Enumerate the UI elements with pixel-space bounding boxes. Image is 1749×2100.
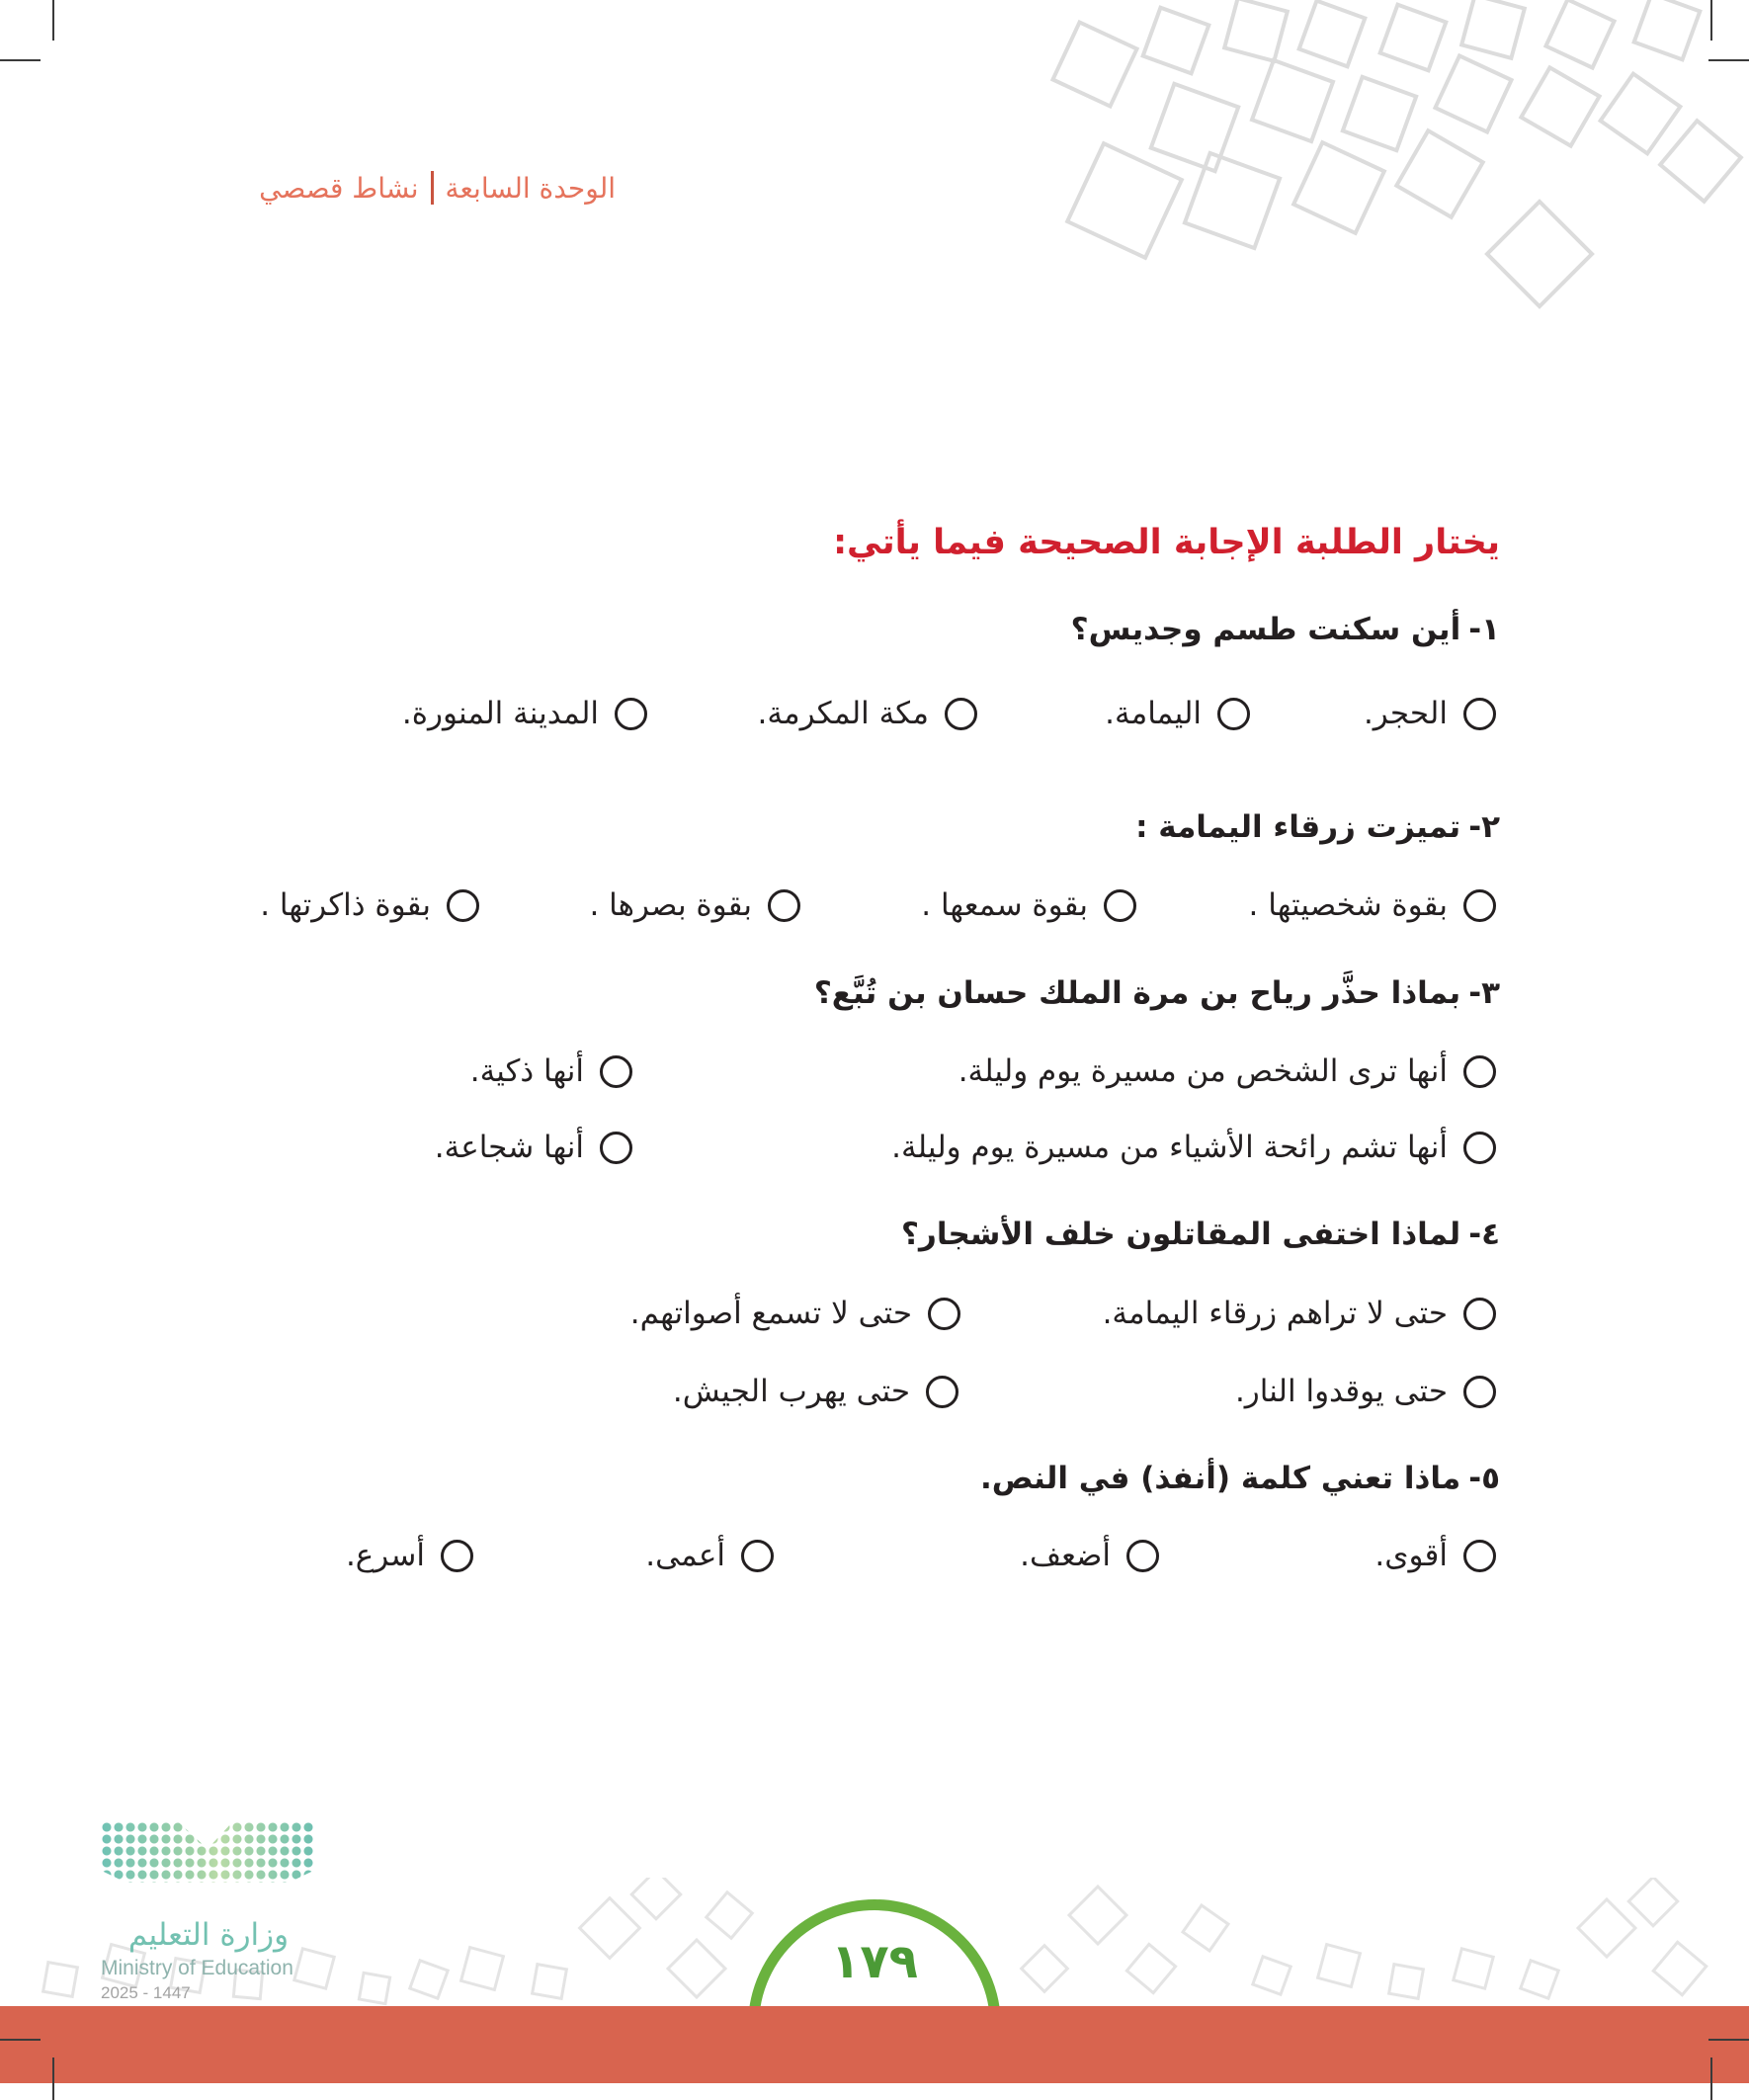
- radio-circle-icon[interactable]: [1126, 1540, 1159, 1572]
- radio-circle-icon[interactable]: [928, 1298, 960, 1330]
- radio-circle-icon[interactable]: [447, 889, 479, 922]
- decorative-square: [1435, 55, 1511, 131]
- decorative-square: [1461, 0, 1525, 58]
- question-2: [1135, 802, 1500, 852]
- radio-circle-icon[interactable]: [1463, 1055, 1496, 1088]
- option-label: حتى لا تسمع أصواتهم.: [629, 1296, 912, 1331]
- exercise-instruction: يختار الطلبة الإجابة الصحيحة فيما يأتي:: [833, 523, 1500, 562]
- option-label: بقوة شخصيتها .: [1248, 887, 1448, 923]
- radio-circle-icon[interactable]: [441, 1540, 473, 1572]
- option-q2-d[interactable]: [260, 881, 479, 930]
- running-header: [259, 166, 616, 210]
- decorative-square: [1052, 22, 1136, 106]
- footer-band: [0, 2006, 1749, 2083]
- decorative-square: [461, 1948, 504, 1990]
- option-label: حتى يوقدوا النار.: [1234, 1374, 1448, 1409]
- option-q3-c[interactable]: [891, 1123, 1496, 1172]
- option-label: أعمى.: [645, 1538, 725, 1573]
- decorative-square: [1628, 1878, 1677, 1926]
- crop-mark: [0, 59, 41, 61]
- decorative-square: [1601, 74, 1681, 154]
- decorative-square: [1545, 0, 1614, 68]
- option-q5-b[interactable]: [1020, 1531, 1159, 1580]
- radio-circle-icon[interactable]: [600, 1055, 632, 1088]
- option-label: أنها ذكية.: [469, 1053, 584, 1089]
- decorative-square: [1252, 60, 1333, 141]
- decorative-square: [1454, 1949, 1493, 1988]
- question-text: أين سكنت طسم وجديس؟: [1070, 612, 1461, 647]
- option-label: أنها تشم رائحة الأشياء من مسيرة يوم وليلة.: [891, 1130, 1448, 1165]
- option-q4-a[interactable]: [1103, 1289, 1496, 1338]
- radio-circle-icon[interactable]: [926, 1376, 958, 1408]
- decorative-square: [43, 1963, 78, 1997]
- unit-label: الوحدة السابعة: [445, 171, 616, 205]
- decorative-square: [1343, 77, 1416, 150]
- question-number: ٥-: [1468, 1461, 1500, 1496]
- page-number: ١٧٩: [831, 1934, 918, 1989]
- ministry-name-ar: وزارة التعليم: [127, 1917, 290, 1953]
- question-number: ٤-: [1468, 1217, 1500, 1252]
- decorative-square: [1487, 202, 1592, 306]
- option-label: الحجر.: [1363, 696, 1448, 731]
- option-q2-c[interactable]: [589, 881, 800, 930]
- decorative-square: [580, 1898, 640, 1959]
- option-label: بقوة سمعها .: [921, 887, 1088, 923]
- decorative-square: [1293, 142, 1384, 233]
- question-number: ١-: [1468, 612, 1500, 647]
- radio-circle-icon[interactable]: [1463, 1132, 1496, 1164]
- header-divider: [431, 171, 434, 205]
- decorative-square: [1126, 1944, 1175, 1992]
- ministry-name-en: Ministry of Education: [101, 1957, 293, 1979]
- crop-mark: [1708, 2039, 1749, 2041]
- decorative-square: [1521, 1961, 1558, 1998]
- radio-circle-icon[interactable]: [945, 698, 977, 730]
- option-label: أضعف.: [1020, 1538, 1111, 1573]
- option-q4-d[interactable]: [673, 1367, 958, 1416]
- option-label: أسرع.: [345, 1538, 425, 1573]
- option-q3-d[interactable]: [435, 1123, 632, 1172]
- decorative-squares-pattern: [1031, 0, 1749, 326]
- crop-mark: [52, 0, 54, 41]
- decorative-square: [1660, 121, 1741, 202]
- option-q2-b[interactable]: [921, 881, 1136, 930]
- option-q2-a[interactable]: [1249, 881, 1496, 930]
- option-q3-b[interactable]: [470, 1047, 632, 1096]
- decorative-square: [631, 1878, 680, 1919]
- option-label: حتى لا تراهم زرقاء اليمامة.: [1102, 1296, 1448, 1331]
- crop-mark: [52, 2058, 54, 2100]
- radio-circle-icon[interactable]: [615, 698, 647, 730]
- crop-mark: [0, 2039, 41, 2041]
- decorative-square: [1578, 1899, 1635, 1957]
- decorative-square: [1389, 1965, 1424, 1999]
- radio-circle-icon[interactable]: [768, 889, 800, 922]
- option-q3-a[interactable]: [958, 1047, 1496, 1096]
- question-3: [814, 968, 1500, 1018]
- decorative-square: [1653, 1942, 1707, 1995]
- radio-circle-icon[interactable]: [1463, 1540, 1496, 1572]
- question-number: ٣-: [1468, 975, 1500, 1011]
- question-4: [901, 1210, 1500, 1259]
- decorative-square: [1396, 130, 1482, 216]
- question-text: ماذا تعني كلمة (أنفذ) في النص.: [979, 1461, 1461, 1496]
- decorative-square: [1183, 1905, 1228, 1951]
- option-q1-a[interactable]: [1364, 689, 1496, 738]
- decorative-square: [1067, 143, 1182, 258]
- decorative-square: [1069, 1887, 1126, 1944]
- option-label: أقوى.: [1374, 1538, 1448, 1573]
- decorative-square: [707, 1892, 752, 1938]
- decorative-square: [1299, 1, 1366, 67]
- option-label: أنها شجاعة.: [434, 1130, 584, 1165]
- question-number: ٢-: [1468, 809, 1500, 845]
- radio-circle-icon[interactable]: [1463, 1298, 1496, 1330]
- decorative-square: [668, 1940, 725, 1997]
- question-1: [1071, 605, 1500, 654]
- option-label: أنها ترى الشخص من مسيرة يوم وليلة.: [958, 1053, 1448, 1089]
- radio-circle-icon[interactable]: [1463, 889, 1496, 922]
- radio-circle-icon[interactable]: [600, 1132, 632, 1164]
- option-label: حتى يهرب الجيش.: [672, 1374, 910, 1409]
- question-5: [980, 1454, 1500, 1503]
- option-label: اليمامة.: [1105, 696, 1202, 731]
- radio-circle-icon[interactable]: [1217, 698, 1250, 730]
- decorative-square: [533, 1965, 567, 1999]
- decorative-square: [1224, 0, 1288, 61]
- radio-circle-icon[interactable]: [741, 1540, 774, 1572]
- radio-circle-icon[interactable]: [1463, 698, 1496, 730]
- question-text: بماذا حذَّر رياح بن مرة الملك حسان بن تُبَّع؟: [813, 975, 1461, 1011]
- edition-year: 2025 - 1447: [101, 1983, 191, 2002]
- option-label: بقوة بصرها .: [589, 887, 752, 923]
- option-q4-c[interactable]: [1235, 1367, 1496, 1416]
- decorative-square: [1521, 67, 1599, 145]
- option-q1-d[interactable]: [402, 689, 647, 738]
- decorative-square: [1143, 8, 1209, 74]
- option-q5-d[interactable]: [346, 1531, 473, 1580]
- decorative-square: [1634, 0, 1701, 59]
- option-label: مكة المكرمة.: [757, 696, 929, 731]
- option-q1-c[interactable]: [758, 689, 977, 738]
- radio-circle-icon[interactable]: [1463, 1376, 1496, 1408]
- option-label: بقوة ذاكرتها .: [260, 887, 431, 923]
- question-text: تميزت زرقاء اليمامة :: [1135, 809, 1461, 845]
- decorative-square: [1380, 5, 1447, 71]
- option-q5-c[interactable]: [645, 1531, 774, 1580]
- option-q1-b[interactable]: [1105, 689, 1250, 738]
- option-q5-a[interactable]: [1374, 1531, 1496, 1580]
- decorative-square: [1022, 1946, 1068, 1992]
- crop-mark: [1710, 2058, 1712, 2100]
- option-label: المدينة المنورة.: [401, 696, 599, 731]
- ministry-dots-logo-icon: [101, 1821, 314, 1883]
- decorative-square: [359, 1973, 389, 2003]
- question-text: لماذا اختفى المقاتلون خلف الأشجار؟: [901, 1217, 1461, 1252]
- decorative-square: [410, 1961, 448, 1998]
- option-q4-b[interactable]: [630, 1289, 960, 1338]
- section-label: نشاط قصصي: [259, 171, 419, 205]
- decorative-square: [1253, 1957, 1291, 1994]
- decorative-square: [1318, 1945, 1361, 1987]
- radio-circle-icon[interactable]: [1104, 889, 1136, 922]
